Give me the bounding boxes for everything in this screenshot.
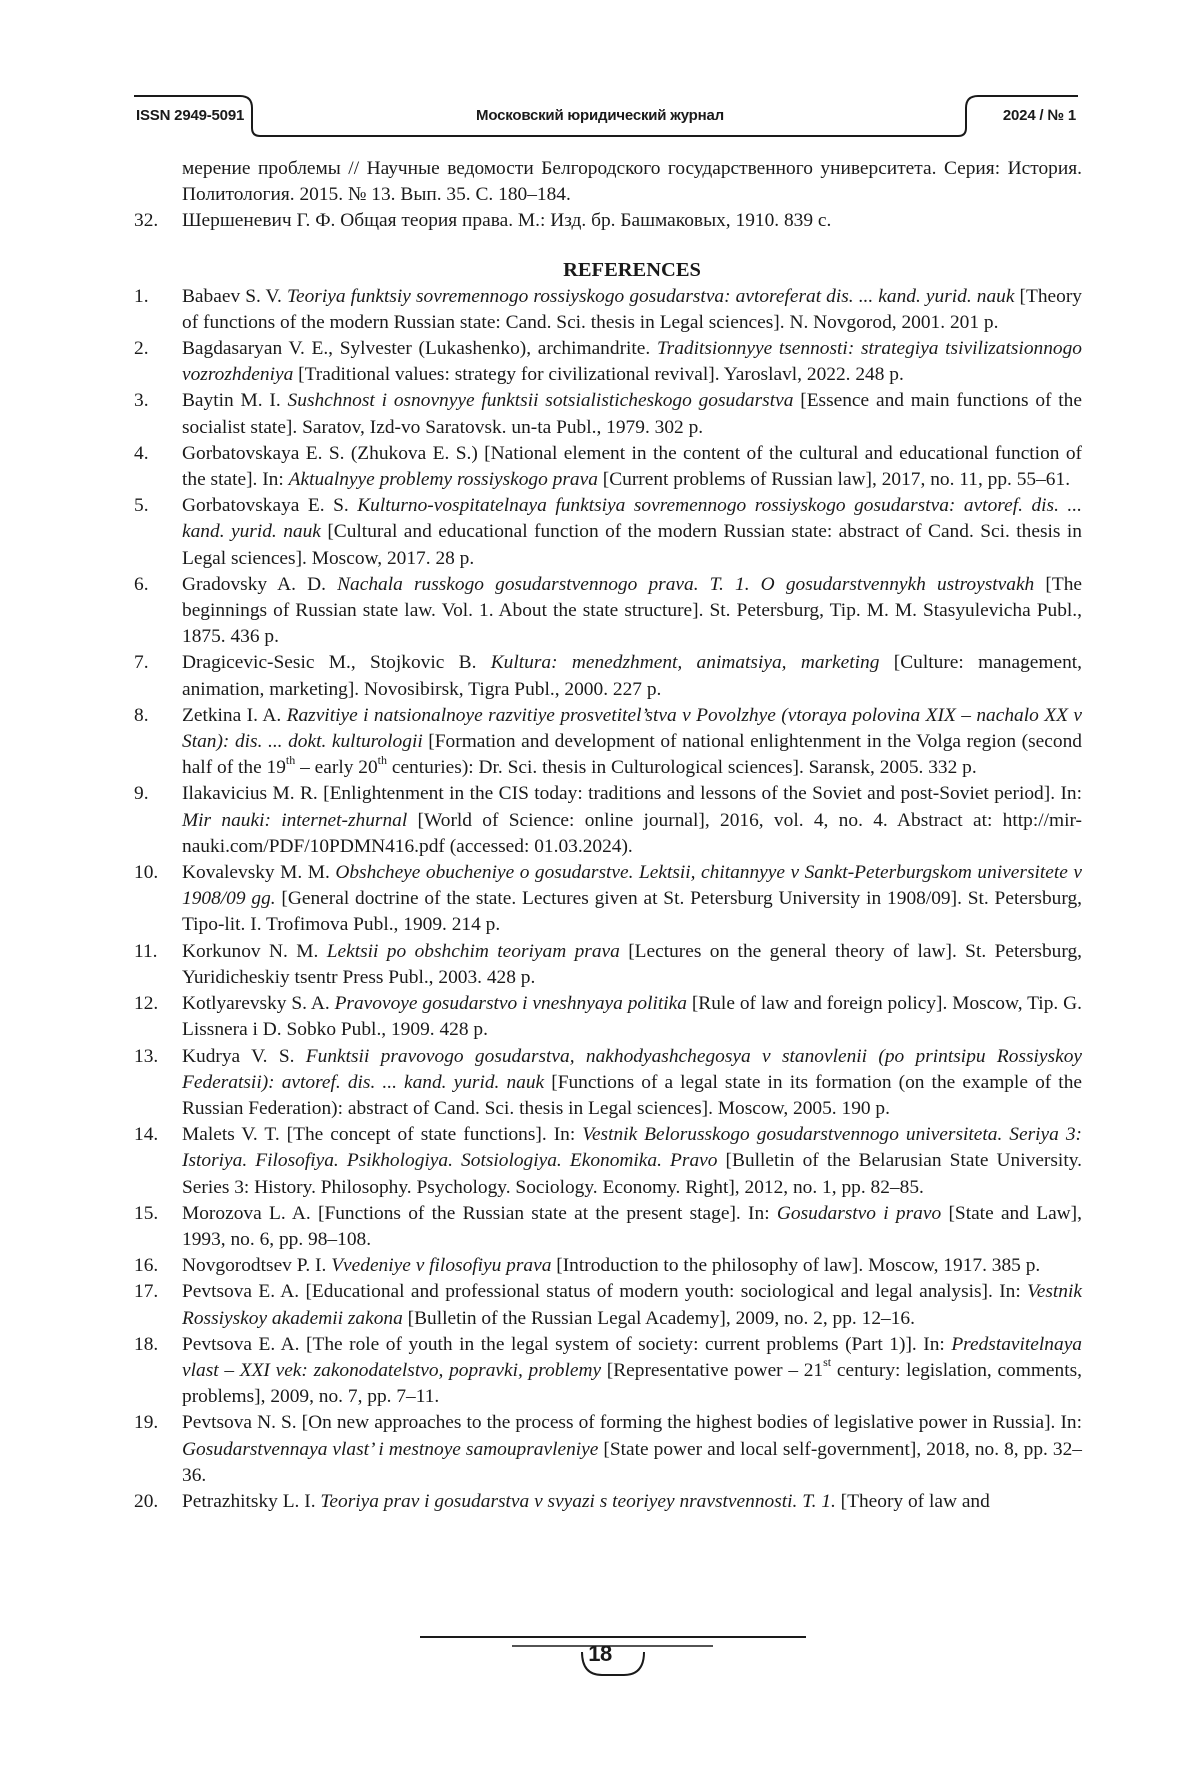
reference-author: Pevtsova N. S. [On new approaches to the process of forming the highest bodies of legislative power in Russia]. In: [182, 1412, 1082, 1434]
reference-title: Teoriya prav i gosudarstva v svyazi s teoriyey nravstvennosti. T. 1. [320, 1490, 836, 1512]
reference-details: [Rule of law and foreign policy]. Moscow, Tip. G. Lissnera i D. Sobko Publ., 1909. 428 p. [182, 993, 1082, 1041]
superscript: th [285, 752, 296, 767]
reference-title: Gosudarstvennaya vlast’ i mestnoye samoupravleniye [182, 1438, 599, 1460]
reference-number: 10. [134, 862, 159, 884]
list-item [134, 208, 1082, 234]
reference-details: century: legislation, comments, problems], 2009, no. 7, pp. 7–11. [182, 1359, 1082, 1408]
reference-details: [General doctrine of the state. Lectures given at St. Petersburg University in 1908/09]. St. Petersburg, Tipo-lit. I. Trofimova Publ., 1909. 214 p. [182, 888, 1082, 936]
reference-author: Morozova L. A. [Functions of the Russian state at the present stage]. In: [182, 1202, 777, 1224]
reference-title: Gosudarstvo i pravo [776, 1202, 942, 1224]
reference-author: Korkunov N. M. [182, 940, 327, 962]
reference-number: 11. [134, 940, 158, 962]
reference-details: [Theory of law and [835, 1490, 990, 1512]
issue-label: 2024 / № 1 [1002, 107, 1076, 124]
reference-author: Gorbatovskaya E. S. [182, 495, 358, 517]
issn-label: ISSN 2949-5091 [136, 107, 245, 124]
reference-title: Pravovoye gosudarstvo i vneshnyaya politika [334, 993, 687, 1015]
reference-title: Vestnik Rossiyskoy akademii zakona [182, 1281, 1082, 1329]
reference-author: Bagdasaryan V. E., Sylvester (Lukashenko), archimandrite. [182, 338, 657, 360]
reference-number: 4. [134, 442, 149, 464]
reference-number: 19. [134, 1412, 159, 1434]
reference-item [134, 1410, 1082, 1489]
reference-author: Gradovsky A. D. [182, 573, 338, 595]
reference-author: Petrazhitsky L. I. [182, 1490, 321, 1512]
reference-number: 18. [134, 1333, 159, 1355]
reference-author: Baytin M. I. [182, 390, 288, 412]
reference-details: [Essence and main functions of the socialist state]. Saratov, Izd-vo Saratovsk. un-ta Publ., 1979. 302 p. [182, 390, 1082, 438]
journal-title: Московский юридический журнал [476, 107, 724, 124]
reference-author: Ilakavicius M. R. [Enlightenment in the CIS today: traditions and lessons of the Soviet and post-Soviet period]. In: [182, 783, 1082, 805]
reference-details: [Formation and development of national enlightenment in the Volga region (second half of the 19 [182, 731, 1082, 779]
reference-number: 16. [134, 1255, 159, 1277]
reference-item [134, 1201, 1082, 1253]
reference-item [134, 493, 1082, 572]
page-content [134, 156, 1082, 1515]
page-number: 18 [588, 1641, 612, 1666]
reference-item [134, 388, 1082, 440]
reference-item [134, 860, 1082, 939]
footer-rule [0, 1620, 1200, 1730]
reference-author: Novgorodtsev P. I. [182, 1255, 332, 1277]
reference-title: Predstavitelnaya vlast – XXI vek: zakonodatelstvo, popravki, problemy [182, 1333, 1082, 1381]
reference-author: Zetkina I. A. [182, 704, 287, 726]
reference-item [134, 1122, 1082, 1201]
reference-number: 6. [134, 573, 149, 595]
reference-item [134, 939, 1082, 991]
reference-details: [Introduction to the philosophy of law]. Moscow, 1917. 385 p. [551, 1255, 1041, 1277]
reference-author: Pevtsova E. A. [The role of youth in the legal system of society: current problems (Part 1)]. In: [182, 1333, 952, 1355]
reference-title: Teoriya funktsiy sovremennogo rossiyskogo gosudarstva: avtoreferat dis. ... kand. yurid. nauk [286, 285, 1015, 307]
reference-item [134, 572, 1082, 651]
reference-details: [Cultural and educational function of the modern Russian state: abstract of Cand. Sci. thesis in Legal sciences]. Moscow, 2017. 28 p. [182, 521, 1082, 569]
reference-item [134, 284, 1082, 336]
reference-author: Kotlyarevsky S. A. [182, 993, 335, 1015]
reference-number: 15. [134, 1202, 159, 1224]
reference-details: [World of Science: online journal], 2016, vol. 4, no. 4. Abstract at: http://mir-nauki.com/PDF/10PDMN416.pdf (accessed: 01.03.2024). [182, 809, 1082, 857]
reference-number: 9. [134, 783, 149, 805]
reference-title: Mir nauki: internet-zhurnal [182, 809, 408, 831]
reference-details: – early 20 [295, 757, 378, 779]
reference-item [134, 991, 1082, 1043]
reference-title: Traditsionnyye tsennosti: strategiya tsivilizatsionnogo vozrozhdeniya [182, 338, 1082, 386]
reference-number: 5. [134, 495, 149, 517]
superscript: th [377, 752, 387, 767]
reference-item [134, 336, 1082, 388]
references-list [134, 284, 1082, 1516]
reference-details: [Theory of functions of the modern Russian state: Cand. Sci. thesis in Legal sciences]. N. Novgorod, 2001. 201 p. [182, 285, 1082, 333]
previous-list-continuation [134, 156, 1082, 208]
reference-details: [Current problems of Russian law], 2017, no. 11, pp. 55–61. [597, 469, 1071, 491]
item-number: 32. [134, 210, 159, 232]
reference-item [134, 1332, 1082, 1411]
reference-details: [The beginnings of Russian state law. Vol. 1. About the state structure]. St. Petersburg, Tip. M. M. Stasyulevicha Publ., 1875. 436 p. [182, 573, 1083, 648]
reference-details: [Bulletin of the Belarusian State University. Series 3: History. Philosophy. Psychology. Sociology. Economy. Right], 2012, no. 1, pp. 82–85. [182, 1150, 1082, 1198]
reference-author: Gorbatovskaya E. S. (Zhukova E. S.) [National element in the content of the cultural and educational function of the state]. In: [182, 442, 1082, 491]
reference-number: 1. [134, 285, 149, 307]
reference-item [134, 781, 1082, 860]
reference-title: Obshcheye obucheniye o gosudarstve. Lektsii, chitannyye v Sankt-Peterburgskom universitete v 1908/09 gg. [182, 862, 1082, 910]
reference-title: Sushchnost i osnovnyye funktsii sotsialisticheskogo gosudarstva [287, 390, 794, 412]
reference-details: [Lectures on the general theory of law]. St. Petersburg, Yuridicheskiy tsentr Press Publ., 2003. 428 p. [182, 940, 1083, 988]
reference-number: 20. [134, 1490, 159, 1512]
reference-details: [Representative power – 21 [601, 1359, 824, 1381]
reference-title: Nachala russkogo gosudarstvennogo prava. T. 1. O gosudarstvennykh ustroystvakh [337, 573, 1035, 595]
reference-number: 17. [134, 1281, 159, 1303]
reference-title: Kultura: menedzhment, animatsiya, marketing [490, 652, 880, 674]
reference-item [134, 1044, 1082, 1123]
reference-number: 7. [134, 652, 149, 674]
reference-author: Malets V. T. [The concept of state functions]. In: [182, 1124, 583, 1146]
reference-details: [Bulletin of the Russian Legal Academy], 2009, no. 2, pp. 12–16. [402, 1307, 915, 1329]
reference-details: [State and Law], 1993, no. 6, pp. 98–108. [182, 1202, 1082, 1250]
reference-details: [Culture: management, animation, marketing]. Novosibirsk, Tigra Publ., 2000. 227 p. [182, 652, 1082, 700]
reference-number: 2. [134, 338, 149, 360]
reference-item [134, 1253, 1082, 1279]
reference-details: [State power and local self-government], 2018, no. 8, pp. 32–36. [182, 1438, 1082, 1486]
reference-title: Vvedeniye v filosofiyu prava [331, 1255, 552, 1277]
reference-title: Funktsii pravovogo gosudarstva, nakhodyashchegosya v stanovlenii (po printsipu Rossiyskoy Federatsii): avtoref. dis. ... kand. yurid. nauk [182, 1045, 1082, 1093]
reference-number: 12. [134, 993, 159, 1015]
reference-author: Babaev S. V. [182, 285, 287, 307]
reference-details: centuries): Dr. Sci. thesis in Culturological sciences]. Saransk, 2005. 332 p. [387, 757, 977, 779]
reference-author: Pevtsova E. A. [Educational and professional status of modern youth: sociological and legal analysis]. In: [182, 1281, 1028, 1303]
superscript: st [823, 1355, 832, 1370]
reference-item [134, 1279, 1082, 1331]
reference-title: Kulturno-vospitatelnaya funktsiya sovremennogo rossiyskogo gosudarstva: avtoref. dis. ... kand. yurid. nauk [182, 495, 1082, 543]
item-text: Шершеневич Г. Ф. Общая теория права. М.: Изд. бр. Башмаковых, 1910. 839 с. [182, 210, 832, 232]
reference-author: Kudrya V. S. [182, 1045, 306, 1067]
reference-number: 13. [134, 1045, 159, 1067]
references-heading: REFERENCES [563, 258, 701, 281]
reference-number: 14. [134, 1124, 159, 1146]
continuation-text: мерение проблемы // Научные ведомости Белгородского государственного университета. Серия: История. Политология. 2015. № 13. Вып. 35. С. 180–184. [182, 158, 1082, 206]
reference-author: Kovalevsky M. M. [182, 862, 336, 884]
reference-title: Vestnik Belorusskogo gosudarstvennogo universiteta. Seriya 3: Istoriya. Filosofiya. Psikhologiya. Sotsiologiya. Ekonomika. Pravo [182, 1124, 1082, 1172]
reference-number: 3. [134, 390, 149, 412]
reference-title: Lektsii po obshchim teoriyam prava [326, 940, 620, 962]
reference-author: Dragicevic-Sesic M., Stojkovic B. [182, 652, 491, 674]
reference-title: Razvitiye i natsionalnoye razvitiye prosvetitel’stva v Povolzhye (vtoraya polovina XIX – nachalo XX v Stan): dis. ... dokt. kulturologii [182, 704, 1082, 753]
reference-item [134, 441, 1082, 493]
reference-item [134, 703, 1082, 782]
reference-item [134, 1489, 1082, 1515]
reference-number: 8. [134, 704, 149, 726]
reference-details: [Traditional values: strategy for civilizational revival]. Yaroslavl, 2022. 248 p. [293, 364, 904, 386]
reference-title: Aktualnyye problemy rossiyskogo prava [288, 469, 598, 491]
reference-details: [Functions of a legal state in its formation (on the example of the Russian Federation): abstract of Cand. Sci. thesis in Legal sciences]. Moscow, 2005. 190 p. [182, 1071, 1082, 1119]
reference-item [134, 650, 1082, 702]
